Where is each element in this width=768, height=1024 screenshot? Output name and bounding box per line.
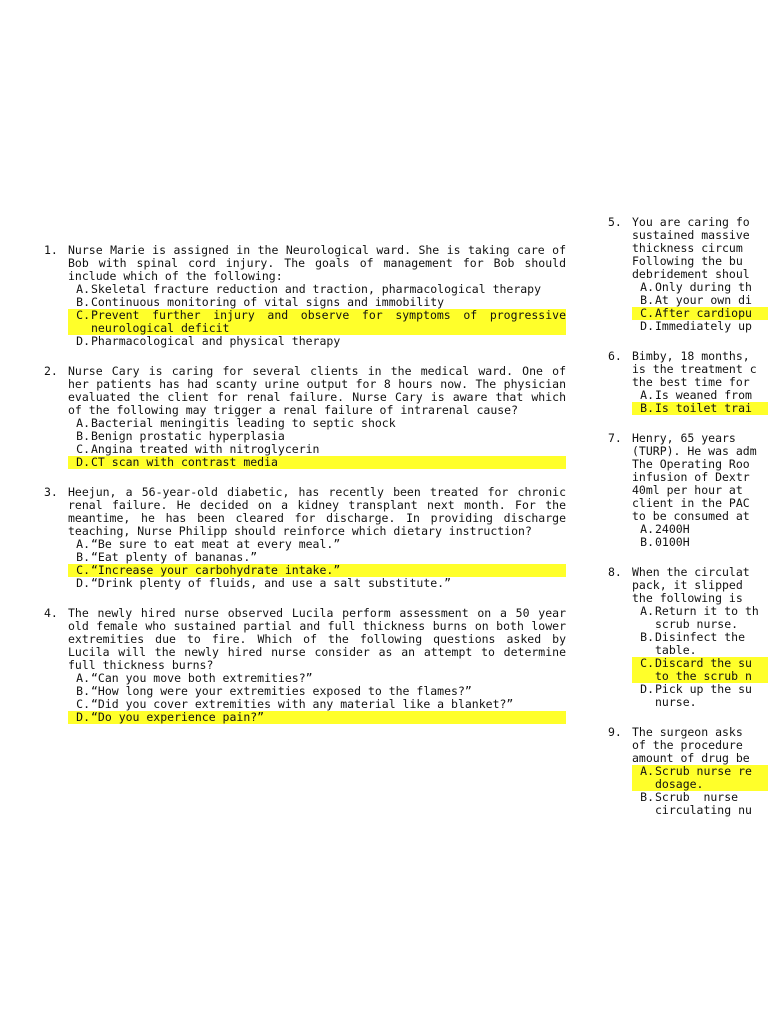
question-6	[608, 350, 768, 415]
option-text: Pharmacological and physical therapy	[91, 334, 341, 348]
option-text: “Can you move both extremities?”	[91, 671, 313, 685]
option-label: C.	[76, 442, 90, 456]
question-4	[44, 607, 566, 724]
option-text: “Eat plenty of bananas.”	[91, 550, 258, 564]
question-number: 2.	[44, 364, 58, 378]
question-number: 1.	[44, 243, 58, 257]
question-text: Nurse Marie is assigned in the Neurological ward. She is taking care of Bob with spinal cord injury. The goals of management for Bob should include which of the following:	[68, 243, 566, 283]
option-text: 2400H	[655, 522, 690, 536]
option-text: “Be sure to eat meat at every meal.”	[91, 537, 341, 551]
option-label: D.	[68, 456, 91, 469]
option-text: CT scan with contrast media	[91, 456, 566, 469]
question-5	[608, 216, 768, 333]
option-text: “Drink plenty of fluids, and use a salt substitute.”	[91, 576, 452, 590]
question-number: 9.	[608, 725, 622, 739]
option-label: D.	[76, 334, 90, 348]
option-label: C.	[632, 657, 655, 683]
option-label: A.	[76, 416, 90, 430]
option-label: A.	[76, 282, 90, 296]
answer-option	[632, 683, 768, 709]
highlighted-answer-option	[632, 765, 768, 791]
option-text: Discard the su to the scrub n	[655, 657, 768, 683]
option-text: Scrub nurse circulating nu	[655, 790, 752, 817]
question-text: Henry, 65 years (TURP). He was adm The Operating Roo infusion of Dextr 40ml per hour at client in the PAC to be consumed at	[632, 431, 757, 523]
option-label: A.	[640, 388, 654, 402]
question-text: When the circulat pack, it slipped the following is	[632, 565, 750, 605]
option-label: B.	[76, 429, 90, 443]
option-text: “How long were your extremities exposed to the flames?”	[91, 684, 472, 698]
highlighted-answer-option	[68, 309, 566, 335]
option-text: Is weaned from	[655, 388, 752, 402]
answer-option	[632, 320, 768, 333]
question-text: The surgeon asks of the procedure amount of drug be	[632, 725, 750, 765]
option-label: D.	[640, 682, 654, 696]
option-label: B.	[640, 535, 654, 549]
left-column	[44, 244, 566, 741]
option-label: D.	[68, 711, 91, 724]
option-text: “Increase your carbohydrate intake.”	[91, 564, 566, 577]
highlighted-answer-option	[68, 711, 566, 724]
highlighted-answer-option	[68, 456, 566, 469]
option-label: B.	[640, 293, 654, 307]
question-8	[608, 566, 768, 709]
question-3	[44, 486, 566, 590]
option-text: Continuous monitoring of vital signs and immobility	[91, 295, 445, 309]
option-text: Skeletal fracture reduction and traction, pharmacological therapy	[91, 282, 542, 296]
option-text: Pick up the su nurse.	[655, 682, 752, 709]
option-label: A.	[640, 280, 654, 294]
question-text: The newly hired nurse observed Lucila perform assessment on a 50 year old female who sustained partial and full thickness burns on both lower extremities due to fire. Which of the following questions asked by Lucila will the newly hired nurse consider as an attempt to determine full thickness burns?	[68, 606, 566, 672]
question-text: You are caring fo sustained massive thickness circum Following the bu debridement shoul	[632, 215, 750, 281]
option-text: Immediately up	[655, 319, 752, 333]
option-label: A.	[632, 765, 655, 791]
option-text: After cardiopu	[655, 307, 768, 320]
option-label: A.	[76, 671, 90, 685]
option-text: Angina treated with nitroglycerin	[91, 442, 320, 456]
answer-option	[632, 536, 768, 549]
option-label: B.	[632, 402, 655, 415]
question-2	[44, 365, 566, 469]
option-text: Scrub nurse re dosage.	[655, 765, 768, 791]
option-label: D.	[640, 319, 654, 333]
option-label: C.	[68, 564, 91, 577]
question-text: Nurse Cary is caring for several clients in the medical ward. One of her patients has had scanty urine output for 8 hours now. The physician evaluated the client for renal failure. Nurse Cary is aware that which of the following may trigger a renal failure of intrarenal cause?	[68, 364, 566, 417]
option-label: B.	[640, 790, 654, 804]
highlighted-answer-option	[632, 402, 768, 415]
option-label: B.	[640, 630, 654, 644]
question-number: 4.	[44, 606, 58, 620]
option-label: C.	[68, 309, 91, 335]
option-text: Prevent further injury and observe for symptoms of progressive neurological deficit	[91, 308, 566, 335]
option-text: Benign prostatic hyperplasia	[91, 429, 285, 443]
question-number: 6.	[608, 349, 622, 363]
option-text: Is toilet trai	[655, 402, 768, 415]
question-1	[44, 244, 566, 348]
answer-option	[632, 605, 768, 631]
question-text: Bimby, 18 months, is the treatment c the best time for	[632, 349, 757, 389]
option-label: C.	[632, 307, 655, 320]
question-text: Heejun, a 56-year-old diabetic, has recently been treated for chronic renal failure. He decided on a kidney transplant next month. For the meantime, he has been cleared for discharge. In providing discharge teaching, Nurse Philipp should reinforce which dietary instruction?	[68, 485, 566, 538]
question-7	[608, 432, 768, 549]
option-label: B.	[76, 684, 90, 698]
answer-option	[68, 335, 566, 348]
option-text: Disinfect the table.	[655, 630, 746, 657]
question-number: 3.	[44, 485, 58, 499]
option-label: B.	[76, 550, 90, 564]
option-text: Only during th	[655, 280, 752, 294]
option-text: 0100H	[655, 535, 690, 549]
right-column	[608, 216, 768, 834]
option-label: C.	[76, 697, 90, 711]
option-text: Bacterial meningitis leading to septic shock	[91, 416, 396, 430]
option-label: B.	[76, 295, 90, 309]
option-label: A.	[76, 537, 90, 551]
question-number: 7.	[608, 431, 622, 445]
question-number: 5.	[608, 215, 622, 229]
question-number: 8.	[608, 565, 622, 579]
answer-option	[632, 791, 768, 817]
highlighted-answer-option	[632, 657, 768, 683]
option-label: A.	[640, 604, 654, 618]
question-9	[608, 726, 768, 817]
option-label: D.	[76, 576, 90, 590]
answer-option	[632, 631, 768, 657]
option-text: At your own di	[655, 293, 752, 307]
option-text: Return it to th scrub nurse.	[655, 604, 759, 631]
answer-option	[68, 577, 566, 590]
option-label: A.	[640, 522, 654, 536]
option-text: “Did you cover extremities with any material like a blanket?”	[91, 697, 514, 711]
option-text: “Do you experience pain?”	[91, 711, 566, 724]
